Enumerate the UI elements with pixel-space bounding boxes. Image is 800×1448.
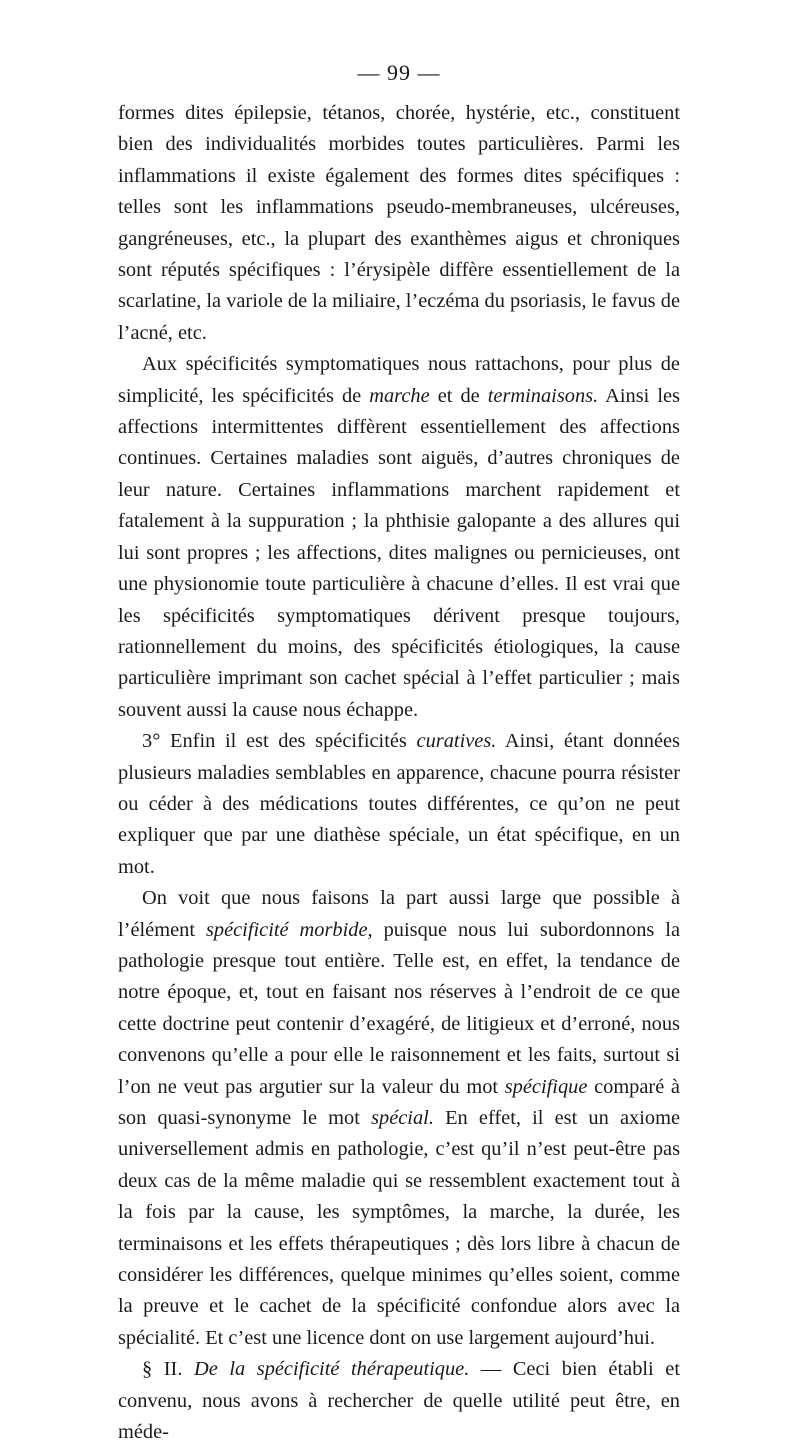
italic-term-marche: marche: [369, 384, 430, 407]
section-number: § II.: [142, 1358, 194, 1381]
italic-term-specifique: spécifique: [504, 1075, 588, 1098]
text-run: 3° Enfin il est des spécificités: [142, 730, 417, 753]
text-run: En effet, il est un axiome universellement admis en pathologie, c’est qu’il n’est peut-être pas deux cas de la même maladie qui se ressemblent exactement tout à la fois par la cause, les symptômes, la marche, la durée, les terminaisons et les effets thérapeutiques ; dès lors libre à chacun de considérer les différences, quelque minimes qu’elles soient, comme la preuve et le cachet de la spécificité confondue alors avec la spécialité. Et c’est une licence dont on use largement aujourd’hui.: [118, 1107, 680, 1349]
text-run: — Ceci bien établi et convenu, nous avons à rechercher de quelle utilité peut être, en méde-: [118, 1358, 680, 1444]
text-run: Aux spécificités symptomatiques nous rattachons, pour plus de simplicité, les spécificités de: [118, 353, 680, 407]
italic-term-specificite-morbide: spécificité morbide,: [205, 918, 373, 941]
body-text: [118, 98, 680, 1448]
text-run: puisque nous lui subordonnons la pathologie presque tout entière. Telle est, en effet, la tendance de notre époque, et, tout en faisant nos réserves à l’endroit de ce que cette doctrine peut contenir d’exagéré, de litigieux et d’erroné, nous convenons qu’elle a pour elle le raisonnement et les faits, surtout si l’on ne veut pas argutier sur la valeur du mot: [118, 918, 680, 1098]
section-title: De la spécificité thérapeutique.: [194, 1358, 470, 1381]
text-run: comparé à son quasi-synonyme le mot: [118, 1075, 680, 1129]
text-run: On voit que nous faisons la part aussi large que possible à l’élément: [118, 887, 680, 941]
paragraph-3: [118, 726, 680, 883]
paragraph-5-section-heading: [118, 1354, 680, 1448]
text-run: et de: [429, 384, 488, 407]
text-run: Ainsi les affections intermittentes diffèrent essentiellement des affections continues. Certaines maladies sont aiguës, d’autres chroniques de leur nature. Certaines inflammations marchent rapidement et fatalement à la suppuration ; la phthisie galopante a des allures qui lui sont propres ; les affections, dites malignes ou pernicieuses, ont une physionomie toute particulière à chacune d’elles. Il est vrai que les spécificités symptomatiques dérivent presque toujours, rationnellement du moins, des spécificités étiologiques, la cause particulière imprimant son cachet spécial à l’effet particulier ; mais souvent aussi la cause nous échappe.: [118, 384, 680, 721]
italic-term-terminaisons: terminaisons.: [487, 384, 599, 407]
text-run: Ainsi, étant données plusieurs maladies semblables en apparence, chacune pourra résister ou céder à des médications toutes différentes, ce qu’on ne peut expliquer que par une diathèse spéciale, un état spécifique, en un mot.: [118, 730, 680, 878]
paragraph-1: formes dites épilepsie, tétanos, chorée, hystérie, etc., constituent bien des individualités morbides toutes particulières. Parmi les inflammations il existe également des formes dites spécifiques : telles sont les inflammations pseudo-membraneuses, ulcéreuses, gangréneuses, etc., la plupart des exanthèmes aigus et chroniques sont réputés spécifiques : l’érysipèle diffère essentiellement de la scarlatine, la variole de la miliaire, l’eczéma du psoriasis, le favus de l’acné, etc.: [118, 102, 680, 344]
italic-term-curatives: curatives.: [416, 730, 497, 753]
page-number: — 99 —: [357, 60, 441, 85]
paragraph-4: [118, 883, 680, 1354]
paragraph-2: [118, 349, 680, 726]
italic-term-special: spécial.: [371, 1107, 434, 1129]
